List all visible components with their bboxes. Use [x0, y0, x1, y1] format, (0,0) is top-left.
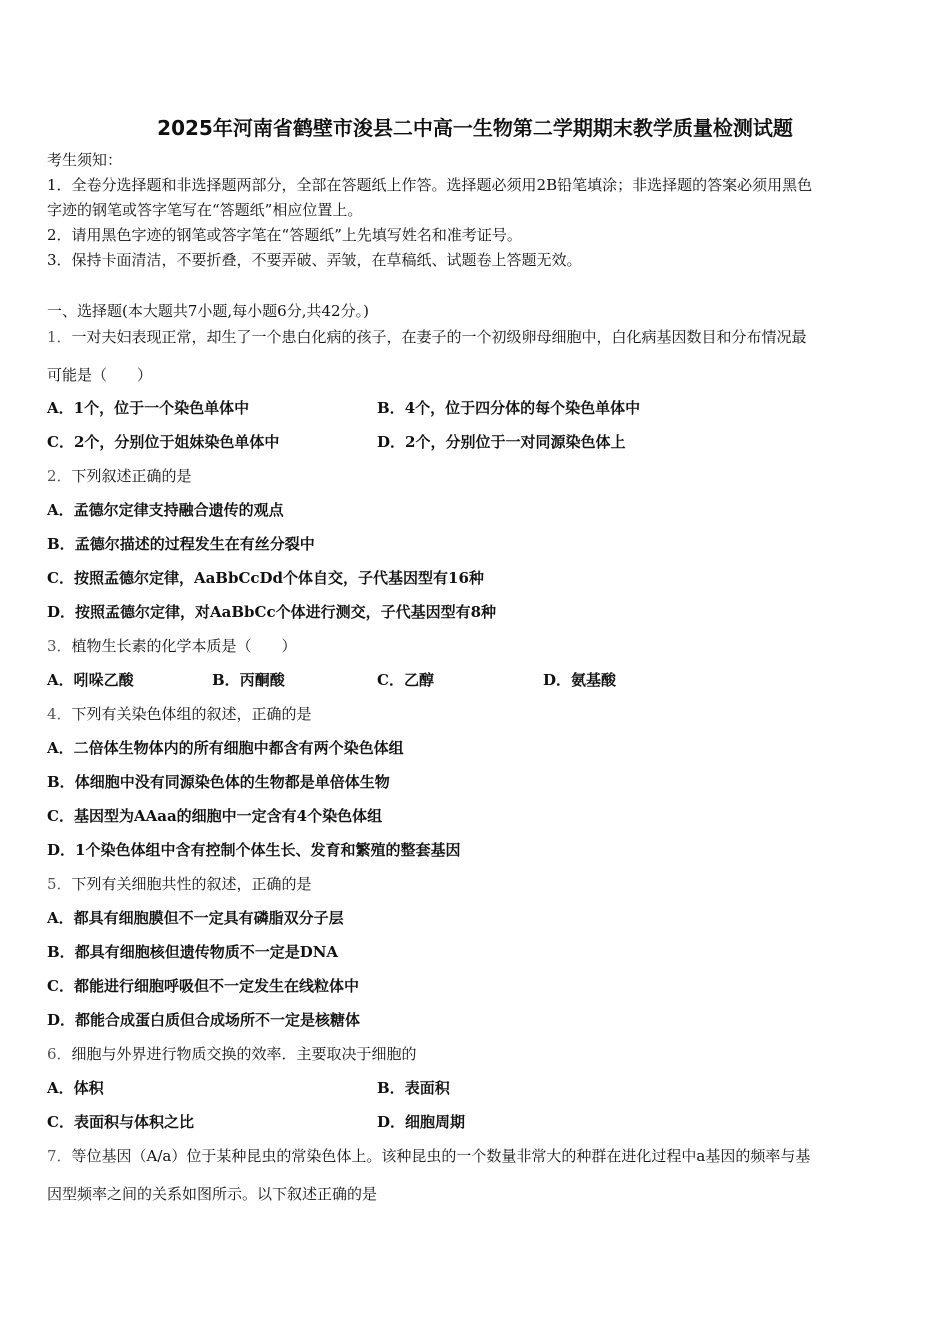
option-text: 细胞周期 — [405, 1113, 466, 1131]
question-text: 植物生长素的化学本质是（ ） — [71, 637, 297, 655]
option-letter: C． — [47, 569, 74, 587]
option-letter: D． — [47, 841, 76, 859]
notice-line: 2．请用黑色字迹的钢笔或答字笔在“答题纸”上先填写姓名和准考证号。 — [47, 226, 522, 244]
question-text: 下列有关染色体组的叙述，正确的是 — [71, 705, 312, 723]
question-text: 一对夫妇表现正常，却生了一个患白化病的孩子，在妻子的一个初级卵母细胞中，白化病基因数目和分布情况最 — [71, 328, 807, 346]
option-letter: B． — [377, 1079, 405, 1097]
option-c[interactable] — [47, 567, 484, 588]
option-d[interactable] — [543, 669, 616, 690]
option-text: 都能进行细胞呼吸但不一定发生在线粒体中 — [73, 977, 359, 995]
option-d[interactable] — [377, 431, 625, 452]
option-letter: B． — [377, 399, 405, 417]
option-text: 孟德尔定律支持融合遗传的观点 — [73, 501, 284, 519]
notice-heading: 考生须知： — [47, 151, 123, 169]
option-text: 按照孟德尔定律，对AaBbCc个体进行测交，子代基因型有8种 — [75, 603, 497, 621]
option-a[interactable] — [47, 907, 344, 928]
option-b[interactable] — [47, 941, 338, 962]
option-c[interactable] — [377, 669, 434, 690]
option-letter: D． — [543, 671, 572, 689]
question-number: 7． — [47, 1147, 72, 1165]
option-d[interactable] — [47, 1009, 360, 1030]
option-a[interactable] — [47, 499, 284, 520]
question-number: 1． — [47, 328, 72, 346]
option-letter: A． — [47, 909, 74, 927]
option-text: 基因型为AAaa的细胞中一定含有4个染色体组 — [73, 807, 383, 825]
option-text: 4个，位于四分体的每个染色单体中 — [404, 399, 641, 417]
question-number: 5． — [47, 875, 72, 893]
option-letter: B． — [47, 535, 75, 553]
option-b[interactable] — [212, 669, 285, 690]
option-text: 表面积与体积之比 — [73, 1113, 194, 1131]
option-text: 氨基酸 — [571, 671, 617, 689]
option-a[interactable] — [47, 737, 404, 758]
option-letter: C． — [47, 1113, 74, 1131]
option-letter: A． — [47, 739, 74, 757]
option-text: 二倍体生物体内的所有细胞中都含有两个染色体组 — [73, 739, 404, 757]
question-number: 3． — [47, 637, 72, 655]
option-text: 按照孟德尔定律，AaBbCcDd个体自交，子代基因型有16种 — [73, 569, 484, 587]
option-letter: D． — [377, 1113, 406, 1131]
option-c[interactable] — [47, 975, 359, 996]
option-d[interactable] — [47, 839, 460, 860]
notice-block — [47, 148, 907, 273]
option-text: 1个，位于一个染色单体中 — [73, 399, 250, 417]
option-text: 都能合成蛋白质但合成场所不一定是核糖体 — [75, 1011, 361, 1029]
option-letter: C． — [47, 977, 74, 995]
option-text: 丙酮酸 — [239, 671, 285, 689]
option-b[interactable] — [47, 771, 390, 792]
option-a[interactable] — [47, 397, 249, 418]
question-number: 4． — [47, 705, 72, 723]
option-letter: A． — [47, 671, 74, 689]
option-b[interactable] — [377, 1077, 450, 1098]
question-7-stem — [47, 1145, 810, 1166]
question-2-stem — [47, 465, 192, 486]
question-4-stem — [47, 703, 312, 724]
question-3-stem — [47, 635, 297, 656]
option-letter: A． — [47, 501, 74, 519]
option-letter: C． — [47, 807, 74, 825]
question-text: 等位基因（A/a）位于某种昆虫的常染色体上。该种昆虫的一个数量非常大的种群在进化过程中a基因的频率与基 — [71, 1147, 811, 1165]
question-number: 6． — [47, 1045, 72, 1063]
page-title: 2025年河南省鹤壁市浚县二中高一生物第二学期期末教学质量检测试题 — [157, 116, 793, 140]
notice-line: 1．全卷分选择题和非选择题两部分，全部在答题纸上作答。选择题必须用2B铅笔填涂；非选择题的答案必须用黑色 — [47, 176, 813, 194]
question-6-stem — [47, 1043, 417, 1064]
option-b[interactable] — [47, 533, 315, 554]
option-text: 都具有细胞核但遗传物质不一定是DNA — [74, 943, 339, 961]
option-a[interactable] — [47, 1077, 104, 1098]
option-b[interactable] — [377, 397, 640, 418]
option-letter: B． — [47, 773, 75, 791]
option-letter: A． — [47, 399, 74, 417]
option-letter: A． — [47, 1079, 74, 1097]
question-1-stem — [47, 326, 807, 347]
option-text: 2个，分别位于一对同源染色体上 — [405, 433, 626, 451]
option-text: 体积 — [73, 1079, 104, 1097]
notice-line: 3．保持卡面清洁，不要折叠，不要弄破、弄皱，在草稿纸、试题卷上答题无效。 — [47, 251, 582, 269]
option-letter: B． — [212, 671, 240, 689]
option-letter: C． — [377, 671, 404, 689]
option-text: 乙醇 — [403, 671, 434, 689]
option-c[interactable] — [47, 805, 382, 826]
option-text: 体细胞中没有同源染色体的生物都是单倍体生物 — [74, 773, 390, 791]
option-letter: B． — [47, 943, 75, 961]
option-c[interactable] — [47, 431, 279, 452]
option-letter: C． — [47, 433, 74, 451]
notice-line: 字迹的钢笔或答字笔写在“答题纸”相应位置上。 — [47, 201, 363, 219]
option-c[interactable] — [47, 1111, 194, 1132]
question-1-stem-cont: 可能是（ ） — [47, 366, 153, 384]
option-text: 2个，分别位于姐妹染色单体中 — [73, 433, 280, 451]
option-a[interactable] — [47, 669, 134, 690]
option-text: 吲哚乙酸 — [73, 671, 134, 689]
question-5-stem — [47, 873, 312, 894]
option-letter: D． — [47, 603, 76, 621]
option-letter: D． — [47, 1011, 76, 1029]
question-text: 下列叙述正确的是 — [71, 467, 192, 485]
question-number: 2． — [47, 467, 72, 485]
option-text: 表面积 — [404, 1079, 450, 1097]
option-d[interactable] — [377, 1111, 465, 1132]
question-text: 下列有关细胞共性的叙述，正确的是 — [71, 875, 312, 893]
section-heading: 一、选择题(本大题共7小题,每小题6分,共42分。) — [47, 302, 369, 320]
option-text: 都具有细胞膜但不一定具有磷脂双分子层 — [73, 909, 344, 927]
question-text: 细胞与外界进行物质交换的效率．主要取决于细胞的 — [71, 1045, 417, 1063]
option-text: 孟德尔描述的过程发生在有丝分裂中 — [74, 535, 315, 553]
question-7-stem-cont: 因型频率之间的关系如图所示。以下叙述正确的是 — [47, 1185, 378, 1203]
option-text: 1个染色体组中含有控制个体生长、发育和繁殖的整套基因 — [75, 841, 461, 859]
option-d[interactable] — [47, 601, 496, 622]
option-letter: D． — [377, 433, 406, 451]
